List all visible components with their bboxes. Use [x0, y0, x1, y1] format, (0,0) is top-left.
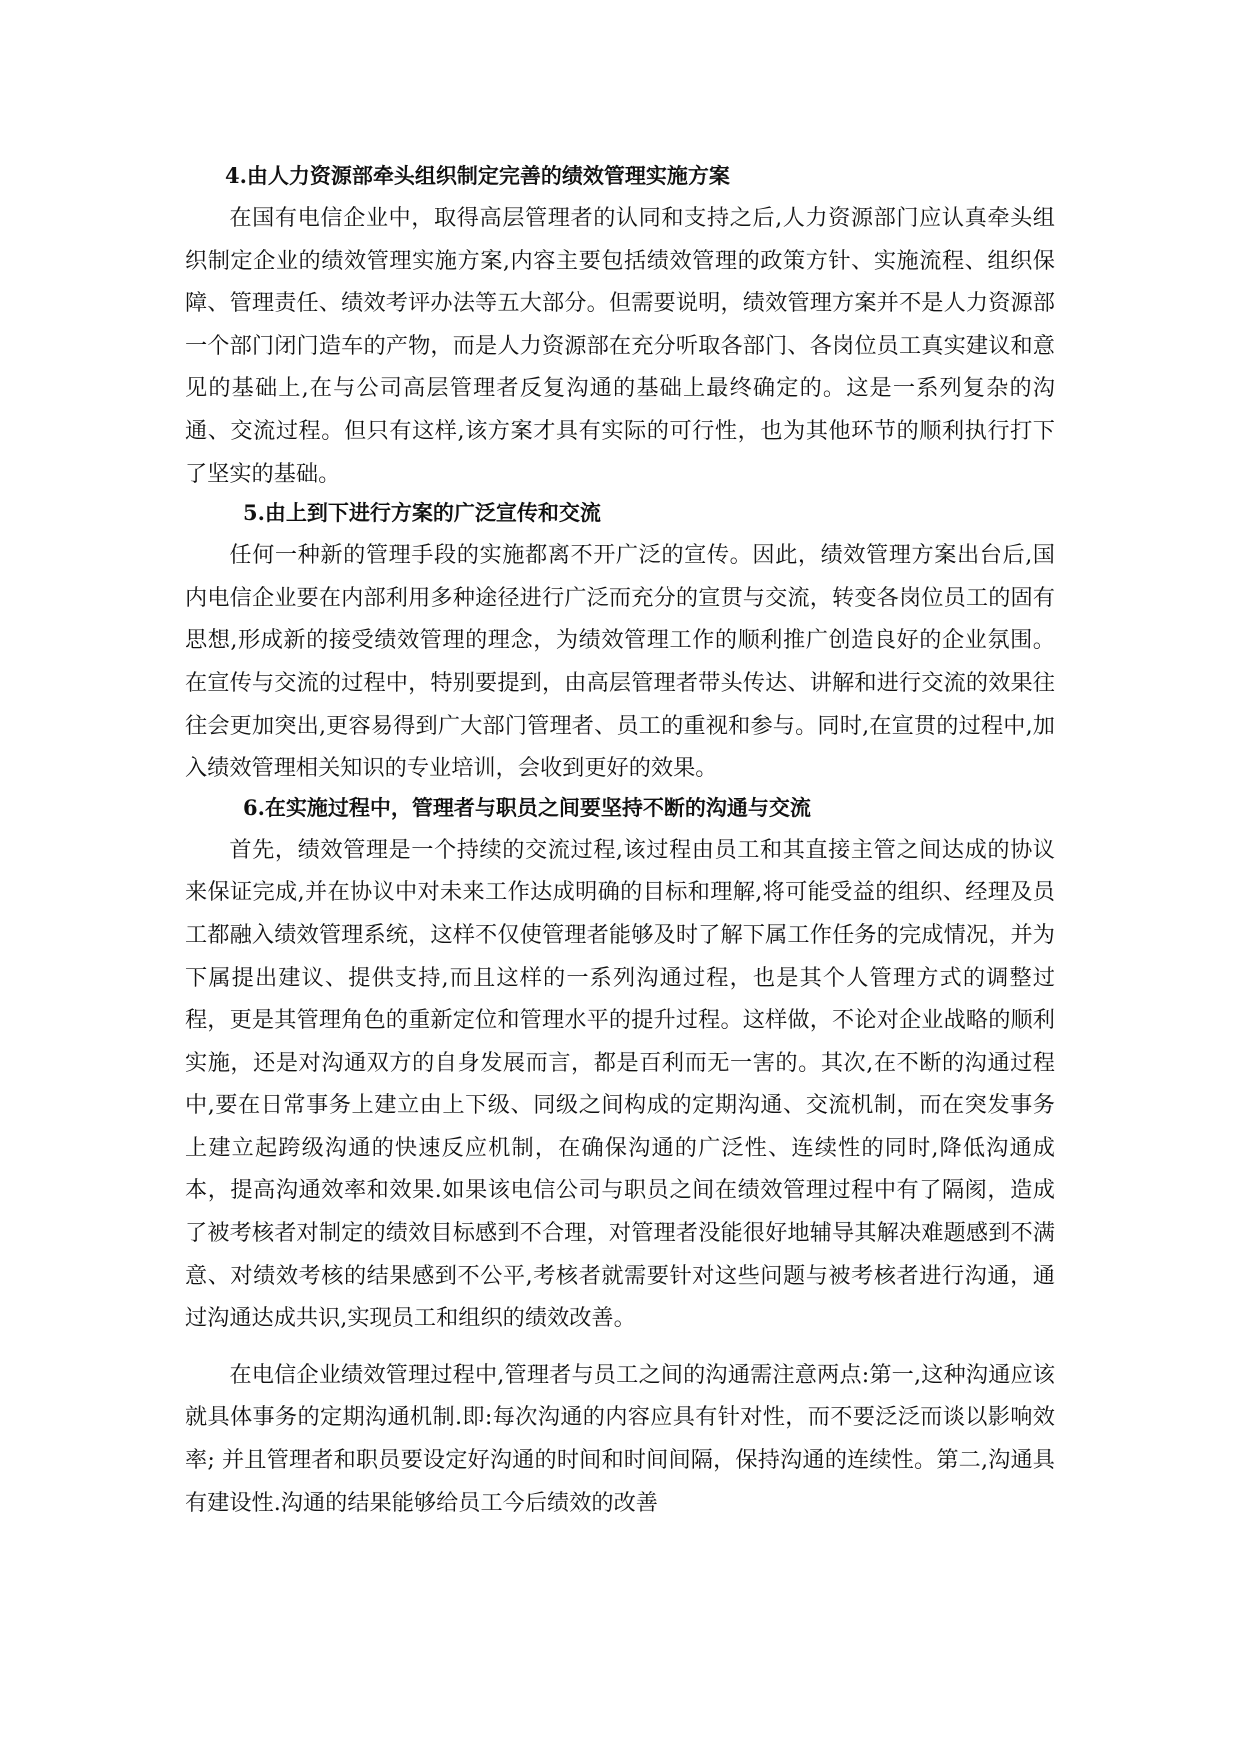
- section-6-paragraph-2: 在电信企业绩效管理过程中,管理者与员工之间的沟通需注意两点:第一,这种沟通应该就具体事务的定期沟通机制.即:每次沟通的内容应具有针对性，而不要泛泛而谈以影响效率; 并且管理者和职员要设定好沟通的时间和时间间隔，保持沟通的连续性。第二,沟通具有建设性.沟通的结果能够给员工今后绩效的改善: [185, 1361, 1055, 1516]
- document-page: [185, 160, 1055, 1524]
- section-heading-4: 4.由人力资源部牵头组织制定完善的绩效管理实施方案: [225, 163, 730, 188]
- section-heading-6: 6.在实施过程中，管理者与职员之间要坚持不断的沟通与交流: [243, 794, 811, 820]
- section-5-paragraph-1: 任何一种新的管理手段的实施都离不开广泛的宣传。因此，绩效管理方案出台后,国内电信企业要在内部利用多种途径进行广泛而充分的宣贯与交流，转变各岗位员工的固有思想,形成新的接受绩效管理的理念，为绩效管理工作的顺利推广创造良好的企业氛围。在宣传与交流的过程中，特别要提到，由高层管理者带头传达、讲解和进行交流的效果往往会更加突出,更容易得到广大部门管理者、员工的重视和参与。同时,在宣贯的过程中,加入绩效管理相关知识的专业培训，会收到更好的效果。: [185, 542, 1055, 782]
- section-6-paragraph-1: 首先，绩效管理是一个持续的交流过程,该过程由员工和其直接主管之间达成的协议来保证完成,并在协议中对未来工作达成明确的目标和理解,将可能受益的组织、经理及员工都融入绩效管理系统，这样不仅使管理者能够及时了解下属工作任务的完成情况，并为下属提出建议、提供支持,而且这样的一系列沟通过程，也是其个人管理方式的调整过程，更是其管理角色的重新定位和管理水平的提升过程。这样做，不论对企业战略的顺利实施，还是对沟通双方的自身发展而言，都是百利而无一害的。其次,在不断的沟通过程中,要在日常事务上建立由上下级、同级之间构成的定期沟通、交流机制，而在突发事务上建立起跨级沟通的快速反应机制，在确保沟通的广泛性、连续性的同时,降低沟通成本，提高沟通效率和效果.如果该电信公司与职员之间在绩效管理过程中有了隔阂，造成了被考核者对制定的绩效目标感到不合理，对管理者没能很好地辅导其解决难题感到不满意、对绩效考核的结果感到不公平,考核者就需要针对这些问题与被考核者进行沟通，通过沟通达成共识,实现员工和组织的绩效改善。: [185, 836, 1055, 1332]
- section-heading-5: 5.由上到下进行方案的广泛宣传和交流: [243, 500, 601, 526]
- section-4-paragraph-1: 在国有电信企业中，取得高层管理者的认同和支持之后,人力资源部门应认真牵头组织制定企业的绩效管理实施方案,内容主要包括绩效管理的政策方针、实施流程、组织保障、管理责任、绩效考评办法等五大部分。但需要说明，绩效管理方案并不是人力资源部一个部门闭门造车的产物，而是人力资源部在充分听取各部门、各岗位员工真实建议和意见的基础上,在与公司高层管理者反复沟通的基础上最终确定的。这是一系列复杂的沟通、交流过程。但只有这样,该方案才具有实际的可行性，也为其他环节的顺利执行打下了坚实的基础。: [185, 205, 1055, 487]
